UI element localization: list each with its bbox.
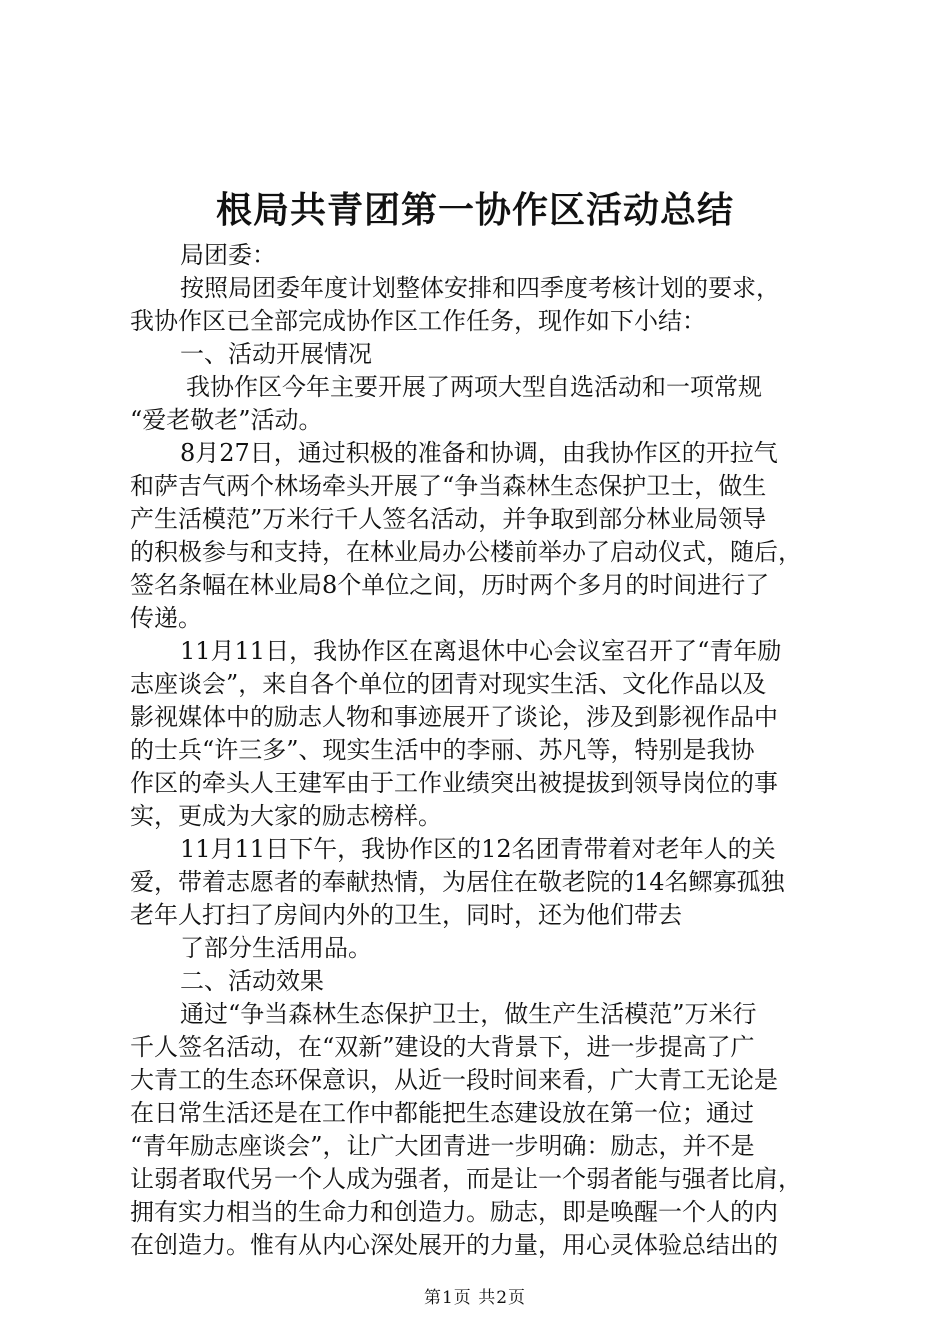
paragraph-line: 通过“争当森林生态保护卫士，做生产生活模范”万米行	[180, 1000, 757, 1028]
paragraph-line: 我协作区已全部完成协作区工作任务，现作如下小结：	[130, 307, 706, 335]
paragraph-line: “青年励志座谈会”，让广大团青进一步明确：励志，并不是	[130, 1132, 755, 1160]
paragraph-line: 大青工的生态环保意识，从近一段时间来看，广大青工无论是	[130, 1066, 778, 1094]
page-number-footer: 第1页 共2页	[423, 1288, 527, 1308]
section-heading: 二、活动效果	[180, 967, 324, 995]
paragraph-line: 影视媒体中的励志人物和事迹展开了谈论，涉及到影视作品中	[130, 703, 778, 731]
paragraph-line: 按照局团委年度计划整体安排和四季度考核计划的要求，	[180, 274, 780, 302]
paragraph-line: 我协作区今年主要开展了两项大型自选活动和一项常规	[186, 373, 762, 401]
document-title: 根局共青团第一协作区活动总结	[215, 189, 734, 231]
paragraph-line: 和萨吉气两个林场牵头开展了“争当森林生态保护卫士，做生	[130, 472, 767, 500]
paragraph-line: 爱，带着志愿者的奉献热情，为居住在敬老院的14名鳏寡孤独	[130, 868, 785, 896]
paragraph-line: 11月11日，我协作区在离退休中心会议室召开了“青年励	[180, 637, 782, 665]
paragraph-line: 11月11日下午，我协作区的12名团青带着对老年人的关	[180, 835, 776, 863]
paragraph-line: 的积极参与和支持，在林业局办公楼前举办了启动仪式，随后，	[130, 538, 802, 566]
paragraph-line: 产生活模范”万米行千人签名活动，并争取到部分林业局领导	[130, 505, 767, 533]
section-heading: 一、活动开展情况	[180, 340, 372, 368]
paragraph-line: 让弱者取代另一个人成为强者，而是让一个弱者能与强者比肩，	[130, 1165, 802, 1193]
paragraph-line: “爱老敬老”活动。	[130, 406, 323, 434]
paragraph-line: 作区的牵头人王建军由于工作业绩突出被提拔到领导岗位的事	[130, 769, 778, 797]
paragraph-line: 实，更成为大家的励志榜样。	[130, 802, 442, 830]
paragraph-line: 在日常生活还是在工作中都能把生态建设放在第一位；通过	[130, 1099, 754, 1127]
paragraph-line: 志座谈会”，来自各个单位的团青对现实生活、文化作品以及	[130, 670, 767, 698]
paragraph-line: 了部分生活用品。	[180, 934, 372, 962]
paragraph-line: 的士兵“许三多”、现实生活中的李丽、苏凡等，特别是我协	[130, 736, 755, 764]
paragraph-line: 8月27日，通过积极的准备和协调，由我协作区的开拉气	[180, 439, 778, 467]
paragraph-line: 在创造力。惟有从内心深处展开的力量，用心灵体验总结出的	[130, 1231, 778, 1259]
salutation-line: 局团委：	[180, 241, 276, 269]
paragraph-line: 千人签名活动，在“双新”建设的大背景下，进一步提高了广	[130, 1033, 755, 1061]
paragraph-line: 拥有实力相当的生命力和创造力。励志，即是唤醒一个人的内	[130, 1198, 778, 1226]
paragraph-line: 传递。	[130, 604, 202, 632]
paragraph-line: 签名条幅在林业局8个单位之间，历时两个多月的时间进行了	[130, 571, 770, 599]
paragraph-line: 老年人打扫了房间内外的卫生，同时，还为他们带去	[130, 901, 682, 929]
